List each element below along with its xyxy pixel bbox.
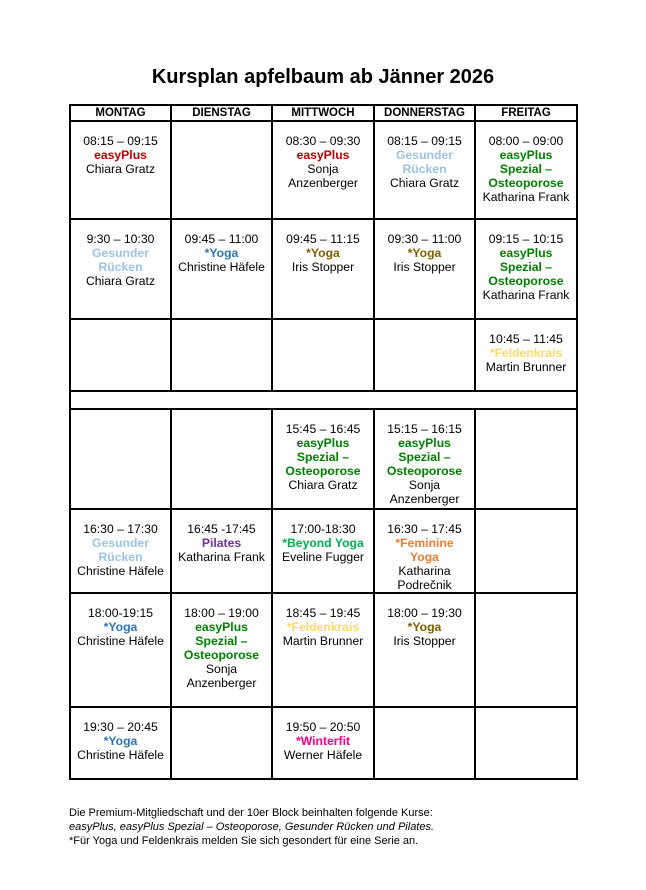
course-time: 16:45 -17:45 bbox=[187, 522, 256, 536]
lunch-break-row bbox=[70, 391, 577, 409]
trainer-name: Martin Brunner bbox=[485, 360, 567, 374]
trainer-name: Iris Stopper bbox=[393, 260, 456, 274]
course-cell-monday bbox=[70, 409, 171, 509]
course-name: *Winterfit bbox=[295, 734, 351, 748]
course-time: 10:45 – 11:45 bbox=[489, 332, 563, 346]
day-header-tuesday: DIENSTAG bbox=[171, 105, 272, 121]
trainer-name: Christine Häfele bbox=[77, 564, 164, 578]
course-cell-wednesday bbox=[272, 319, 374, 391]
course-time: 08:30 – 09:30 bbox=[285, 134, 361, 148]
course-cell-friday bbox=[475, 509, 577, 593]
course-name: easyPlus bbox=[296, 436, 350, 450]
course-cell-friday bbox=[475, 219, 577, 319]
course-name: Gesunder bbox=[92, 536, 149, 550]
course-name: Osteoporose bbox=[285, 464, 361, 478]
course-name: *Yoga bbox=[103, 734, 138, 748]
schedule-row bbox=[70, 593, 577, 707]
footer-line-registration-note: *Für Yoga und Feldenkrais melden Sie sich gesondert für eine Serie an. bbox=[69, 835, 419, 847]
trainer-name: Sonja bbox=[408, 478, 441, 492]
schedule-row bbox=[70, 319, 577, 391]
course-time: 08:15 – 09:15 bbox=[387, 134, 462, 148]
course-name: Spezial – bbox=[195, 634, 248, 648]
course-time: 09:45 – 11:00 bbox=[184, 232, 259, 246]
course-name: Spezial – bbox=[296, 450, 350, 464]
course-name: Spezial – bbox=[499, 162, 553, 176]
course-name: Gesunder bbox=[92, 246, 149, 260]
day-header-monday: MONTAG bbox=[70, 105, 171, 121]
footer-line-included-courses: easyPlus, easyPlus Spezial – Osteoporose, Gesunder Rücken und Pilates. bbox=[69, 821, 435, 833]
course-name: Spezial – bbox=[499, 260, 553, 274]
course-cell-tuesday bbox=[171, 409, 272, 509]
break-cell bbox=[70, 391, 577, 409]
course-name: *Beyond Yoga bbox=[282, 536, 364, 550]
course-name: *Yoga bbox=[407, 620, 442, 634]
course-name: *Feminine bbox=[395, 536, 454, 550]
course-cell-thursday bbox=[374, 509, 475, 593]
course-time: 18:00 – 19:30 bbox=[387, 606, 462, 620]
course-name: easyPlus bbox=[296, 148, 350, 162]
course-name: easyPlus bbox=[499, 148, 553, 162]
trainer-name: Iris Stopper bbox=[393, 634, 456, 648]
course-cell-friday bbox=[475, 593, 577, 707]
course-cell-tuesday bbox=[171, 219, 272, 319]
course-time: 9:30 – 10:30 bbox=[86, 232, 155, 246]
course-cell-thursday bbox=[374, 219, 475, 319]
course-name: *Feldenkrais bbox=[286, 620, 360, 634]
course-name: *Yoga bbox=[306, 246, 340, 260]
trainer-name: Podrečnik bbox=[397, 578, 452, 592]
course-name: Osteoporose bbox=[488, 274, 564, 288]
course-cell-monday bbox=[70, 219, 171, 319]
course-time: 16:30 – 17:45 bbox=[387, 522, 462, 536]
course-cell-wednesday bbox=[272, 219, 374, 319]
course-cell-tuesday bbox=[171, 121, 272, 219]
course-name: Yoga bbox=[410, 550, 439, 564]
day-header-friday: FREITAG bbox=[475, 105, 577, 121]
course-cell-monday bbox=[70, 509, 171, 593]
course-time: 17:00-18:30 bbox=[290, 522, 356, 536]
course-cell-wednesday bbox=[272, 121, 374, 219]
course-name: Rücken bbox=[402, 162, 447, 176]
course-cell-thursday bbox=[374, 409, 475, 509]
schedule-row bbox=[70, 409, 577, 509]
trainer-name: Christine Häfele bbox=[77, 634, 164, 648]
schedule-row bbox=[70, 707, 577, 779]
course-cell-thursday bbox=[374, 707, 475, 779]
trainer-name: Anzenberger bbox=[288, 176, 358, 190]
course-name: Osteoporose bbox=[488, 176, 564, 190]
trainer-name: Chiara Gratz bbox=[85, 274, 156, 288]
course-time: 09:30 – 11:00 bbox=[387, 232, 462, 246]
course-name: easyPlus bbox=[499, 246, 553, 260]
course-cell-monday bbox=[70, 593, 171, 707]
course-time: 08:15 – 09:15 bbox=[83, 134, 158, 148]
footer-line-membership: Die Premium-Mitgliedschaft und der 10er Block beinhalten folgende Kurse: bbox=[69, 807, 433, 819]
course-cell-wednesday bbox=[272, 707, 374, 779]
course-cell-monday bbox=[70, 707, 171, 779]
course-cell-monday bbox=[70, 319, 171, 391]
course-name: Rücken bbox=[98, 550, 143, 564]
course-cell-tuesday bbox=[171, 593, 272, 707]
course-name: *Yoga bbox=[407, 246, 442, 260]
schedule-row bbox=[70, 509, 577, 593]
course-time: 15:15 – 16:15 bbox=[387, 422, 462, 436]
trainer-name: Sonja bbox=[307, 162, 339, 176]
course-cell-wednesday bbox=[272, 593, 374, 707]
course-name: Osteoporose bbox=[183, 648, 260, 662]
trainer-name: Katharina Frank bbox=[178, 550, 265, 564]
course-name: Pilates bbox=[201, 536, 242, 550]
trainer-name: Martin Brunner bbox=[282, 634, 364, 648]
course-cell-thursday bbox=[374, 593, 475, 707]
course-cell-tuesday bbox=[171, 319, 272, 391]
course-time: 08:00 – 09:00 bbox=[488, 134, 564, 148]
page-title: Kursplan apfelbaum ab Jänner 2026 bbox=[151, 66, 495, 88]
footer-note bbox=[69, 806, 629, 848]
course-cell-monday bbox=[70, 121, 171, 219]
schedule-row bbox=[70, 219, 577, 319]
course-cell-friday bbox=[475, 409, 577, 509]
trainer-name: Chiara Gratz bbox=[85, 162, 156, 176]
course-time: 16:30 – 17:30 bbox=[83, 522, 158, 536]
trainer-name: Katharina bbox=[398, 564, 451, 578]
course-cell-wednesday bbox=[272, 409, 374, 509]
header-row bbox=[70, 105, 577, 121]
course-cell-friday bbox=[475, 319, 577, 391]
course-name: easyPlus bbox=[398, 436, 451, 450]
day-header-thursday: DONNERSTAG bbox=[374, 105, 475, 121]
course-name: Rücken bbox=[98, 260, 143, 274]
trainer-name: Katharina Frank bbox=[482, 190, 570, 204]
trainer-name: Werner Häfele bbox=[283, 748, 363, 762]
course-name: *Feldenkrais bbox=[489, 346, 563, 360]
course-name: Spezial – bbox=[398, 450, 451, 464]
trainer-name: Christine Häfele bbox=[178, 260, 265, 274]
trainer-name: Katharina Frank bbox=[482, 288, 570, 302]
course-cell-thursday bbox=[374, 319, 475, 391]
course-cell-thursday bbox=[374, 121, 475, 219]
course-name: Gesunder bbox=[396, 148, 453, 162]
course-cell-wednesday bbox=[272, 509, 374, 593]
course-time: 09:15 – 10:15 bbox=[488, 232, 564, 246]
trainer-name: Anzenberger bbox=[186, 676, 257, 690]
course-name: easyPlus bbox=[94, 148, 147, 162]
trainer-name: Eveline Fugger bbox=[282, 550, 364, 564]
course-time: 15:45 – 16:45 bbox=[285, 422, 361, 436]
course-schedule-table bbox=[69, 104, 578, 780]
course-time: 19:50 – 20:50 bbox=[285, 720, 361, 734]
course-time: 09:45 – 11:15 bbox=[286, 232, 360, 246]
course-cell-friday bbox=[475, 121, 577, 219]
course-name: easyPlus bbox=[195, 620, 248, 634]
trainer-name: Sonja bbox=[205, 662, 238, 676]
course-name: *Yoga bbox=[103, 620, 138, 634]
course-time: 18:45 – 19:45 bbox=[285, 606, 361, 620]
course-cell-friday bbox=[475, 707, 577, 779]
trainer-name: Christine Häfele bbox=[77, 748, 164, 762]
course-time: 19:30 – 20:45 bbox=[83, 720, 158, 734]
course-cell-tuesday bbox=[171, 509, 272, 593]
course-time: 18:00 – 19:00 bbox=[184, 606, 259, 620]
course-name: Osteoporose bbox=[386, 464, 463, 478]
trainer-name: Anzenberger bbox=[389, 492, 460, 506]
course-time: 18:00-19:15 bbox=[87, 606, 154, 620]
course-cell-tuesday bbox=[171, 707, 272, 779]
day-header-wednesday: MITTWOCH bbox=[272, 105, 374, 121]
trainer-name: Chiara Gratz bbox=[389, 176, 460, 190]
trainer-name: Chiara Gratz bbox=[288, 478, 358, 492]
schedule-row bbox=[70, 121, 577, 219]
trainer-name: Iris Stopper bbox=[291, 260, 355, 274]
course-name: *Yoga bbox=[204, 246, 239, 260]
